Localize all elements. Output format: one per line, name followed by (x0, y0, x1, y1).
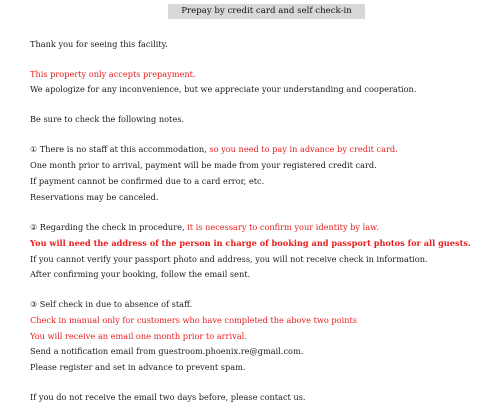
section2-lead-red: it is necessary to confirm your identity by law. (184, 222, 379, 232)
section2-lead: Regarding the check in procedure, (39, 222, 185, 232)
section2-heading (30, 222, 379, 233)
section1-line: Reservations may be canceled. (30, 192, 159, 202)
section2-line: If you cannot verify your passport photo and address, you will not receive check in information. (30, 254, 428, 264)
prepayment-notice: This property only accepts prepayment. (30, 69, 196, 79)
section1-heading (30, 144, 398, 155)
section2-line: After confirming your booking, follow the email sent. (30, 269, 251, 279)
footer-text: If you do not receive the email two days before, please contact us. (30, 392, 306, 402)
section1-line: If payment cannot be confirmed due to a card error, etc. (30, 176, 265, 186)
section3-red-line: You will receive an email one month prior to arrival. (30, 331, 247, 341)
section3-heading (30, 299, 192, 310)
section2-requirement: You will need the address of the person in charge of booking and passport photos for all guests. (30, 238, 471, 248)
section1-marker: ① (30, 145, 38, 154)
document-title: Prepay by credit card and self check-in (168, 4, 365, 19)
check-notes-text: Be sure to check the following notes. (30, 114, 184, 124)
section1-lead: There is no staff at this accommodation, (39, 144, 207, 154)
section3-lead: Self check in due to absence of staff. (39, 299, 193, 309)
greeting-text: Thank you for seeing this facility. (30, 39, 168, 49)
section1-line: One month prior to arrival, payment will be made from your registered credit card. (30, 160, 377, 170)
section1-lead-red: so you need to pay in advance by credit card. (206, 144, 398, 154)
section3-marker: ③ (30, 300, 38, 309)
section3-line: Please register and set in advance to prevent spam. (30, 362, 246, 372)
section3-line: Send a notification email from guestroom.phoenix.re@gmail.com. (30, 346, 304, 356)
section3-red-line: Check in manual only for customers who have completed the above two points (30, 315, 357, 325)
apology-text: We apologize for any inconvenience, but we appreciate your understanding and cooperation. (30, 84, 417, 94)
section2-marker: ② (30, 223, 38, 232)
